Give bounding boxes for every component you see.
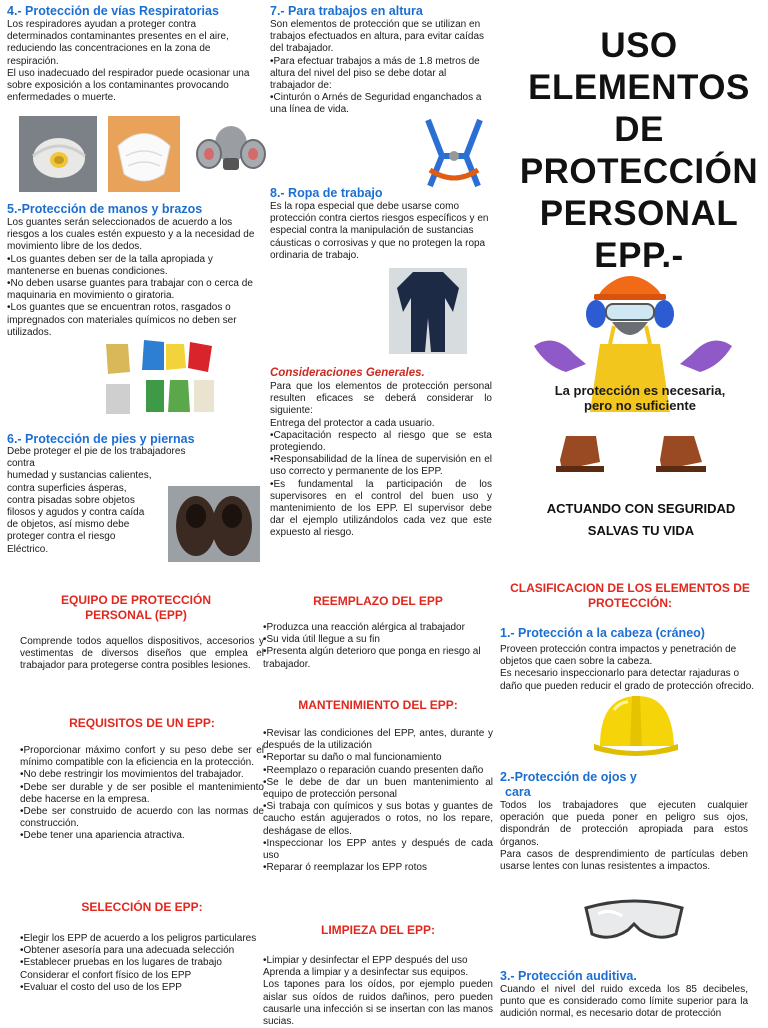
requirements-text: •Proporcionar máximo confort y su peso debe ser el mínimo compatible con la eficiencia en la protección. •No debe restringir los movimientos del trabajador. •Debe ser durable y de ser posible el mantenimiento debe hacerse en la empresa. •Debe ser construido de acuerdo con las normas de construcción. •Debe tener una apariencia atractiva. bbox=[20, 745, 264, 842]
height-title: 7.- Para trabajos en altura bbox=[270, 4, 423, 18]
respiratory-text: Los respiradores ayudan a proteger contra determinados contaminantes presentes en el aire, reduciendo las concentraciones en la zona de respiración. El uso inadecuado del respirador puede ocasionar una sobre exposición a los contaminantes provocando enfermedades o muerte. bbox=[7, 19, 250, 104]
harness-image bbox=[412, 116, 496, 190]
replacement-text: •Produzca una reacción alérgica al trabajador •Su vida útil llegue a su fin •Presenta algún deterioro que ponga en riesgo al trabajador. bbox=[263, 622, 481, 670]
general-considerations-title: Consideraciones Generales. bbox=[270, 367, 425, 379]
head-protection-text: Proveen protección contra impactos y penetración de objetos que caen sobre la cabeza. Es necesario inspeccionarlo para detectar rajaduras o daño que pueden reducir el grado de protección ofrecido. bbox=[500, 644, 755, 692]
hands-title: 5.-Protección de manos y brazos bbox=[7, 202, 203, 216]
requirements-title: REQUISITOS DE UN EPP: bbox=[69, 716, 215, 730]
hands-text: Los guantes serán seleccionados de acuerdo a los riesgos a los cuales estén expuesto y a la necesidad de movimiento libre de los dedos. •Los guantes deben ser de la talla apropiada y mantenerse en buenas condiciones. •No deben usarse guantes para trabajar con o cerca de maquinaria en movimiento o giratoria. •Los guantes que se encuentran rotos, rasgados o impregnados con materiales químicos no deben ser utilizados. bbox=[7, 217, 255, 338]
ear-protection-text: Cuando el nivel del ruido exceda los 85 decibeles, punto que es considerado como límite superior para la audición normal, es necesario dotar de protección bbox=[500, 984, 748, 1020]
main-title-line-2: ELEMENTOS bbox=[528, 68, 750, 107]
banner-caption-line-1: La protección es necesaria, bbox=[554, 383, 726, 398]
cleaning-title: LIMPIEZA DEL EPP: bbox=[320, 923, 435, 937]
classification-title: CLASIFICACION DE LOS ELEMENTOS DE PROTECCIÓN: bbox=[510, 581, 750, 610]
gloves-image bbox=[102, 338, 220, 418]
general-considerations-text: Para que los elementos de protección personal resulten eficaces se deberá considerar lo siguiente: Entrega del protector a cada usuario. •Capacitación respecto al riesgo que se esta protegiendo. •Responsabilidad de la línea de supervisión en el uso correcto y permanente de los EPP. •Es fundamental la participación de los supervisores en el control del buen uso y mantenimiento de los EPP. El supervisor debe dar el ejemplo utilizándolos cada vez que este expuesto al riesgo. bbox=[270, 381, 492, 539]
height-text: Son elementos de protección que se utilizan en trabajos efectuados en altura, para evitar caídas del trabajador. •Para efectuar trabajos a más de 1.8 metros de altura del nivel del piso se debe dotar al trabajador de: •Cinturón o Arnés de Seguridad enganchados a una línea de vida. bbox=[270, 19, 485, 116]
main-title-line-3: DE bbox=[614, 110, 664, 149]
clothes-title: 8.- Ropa de trabajo bbox=[270, 186, 383, 200]
banner-caption-line-2: pero no suficiente bbox=[584, 398, 696, 413]
work-clothes-image bbox=[389, 268, 467, 354]
main-title-line-4: PROTECCIÓN bbox=[519, 152, 759, 191]
ppe-cartoon-illustration bbox=[526, 262, 740, 478]
maintenance-text: •Revisar las condiciones del EPP, antes, durante y después de la utilización •Reportar su daño o mal funcionamiento •Reemplazo o reparación cuando presenten daño •Se le debe de dar un buen mantenimiento al equipo de protección personal •Si trabaja con químicos y sus botas y guantes de caucho están agujerados o rotos, no los repare, deshágase de ellos. •Inspeccionar los EPP antes y después de cada uso •Reparar ó reemplazar los EPP rotos bbox=[263, 728, 493, 874]
eyes-title-line-2: cara bbox=[505, 785, 531, 799]
safety-glasses-image bbox=[580, 890, 688, 950]
ear-protection-title: 3.- Protección auditiva. bbox=[500, 969, 637, 983]
epp-text: Comprende todos aquellos dispositivos, accesorios y vestimentas de diversos diseños que emplea el trabajador para protegerse contra posibles lesiones. bbox=[20, 636, 264, 672]
slogan-line-1: ACTUANDO CON SEGURIDAD bbox=[546, 501, 736, 516]
main-title bbox=[516, 25, 762, 277]
feet-title: 6.- Protección de pies y piernas bbox=[7, 432, 195, 446]
epp-title: EQUIPO DE PROTECCIÓN PERSONAL (EPP) bbox=[60, 593, 212, 622]
respirator-mask-image-3 bbox=[195, 118, 267, 178]
respirator-mask-image-1 bbox=[19, 116, 97, 192]
main-title-line-1: USO bbox=[600, 26, 678, 65]
feet-text: Debe proteger el pie de los trabajadores contra humedad y sustancias calientes, contra superficies ásperas, contra pisadas sobre objetos filosos y agudos y contra caída de objetos, así mismo debe proteger contra el riesgo Eléctrico. bbox=[7, 446, 186, 555]
replacement-title: REEMPLAZO DEL EPP bbox=[313, 594, 443, 608]
safety-shoes-image bbox=[168, 486, 260, 562]
selection-text: •Elegir los EPP de acuerdo a los peligros particulares •Obtener asesoría para una adecuada selección •Establecer pruebas en los lugares de trabajo Considerar el confort físico de los EPP •Evaluar el costo del uso de los EPP bbox=[20, 933, 257, 993]
clothes-text: Es la ropa especial que debe usarse como protección contra ciertos riesgos específicos y en especial contra la manipulación de sustancias cáusticas o corrosivas y que no protegen la ropa ordinaria de trabajo. bbox=[270, 201, 489, 261]
head-protection-title: 1.- Protección a la cabeza (cráneo) bbox=[500, 626, 705, 640]
main-title-line-5: PERSONAL bbox=[539, 194, 739, 233]
respirator-mask-image-2 bbox=[108, 116, 180, 192]
respiratory-title: 4.- Protección de vías Respiratorias bbox=[7, 4, 219, 18]
eyes-title-line-1: 2.-Protección de ojos y bbox=[500, 770, 637, 784]
eyes-protection-text: Todos los trabajadores que ejecuten cualquier operación que pueda poner en peligro sus ojos, dispondrán de protección apropiada para estos órganos. Para casos de desprendimiento de partículas deben usarse lentes con lunas resistentes a impactos. bbox=[500, 800, 748, 873]
hard-hat-image bbox=[590, 690, 680, 760]
maintenance-title: MANTENIMIENTO DEL EPP: bbox=[298, 698, 458, 712]
selection-title: SELECCIÓN DE EPP: bbox=[81, 900, 203, 914]
cleaning-text: •Limpiar y desinfectar el EPP después del uso Aprenda a limpiar y a desinfectar sus equipos. Los tapones para los oídos, por ejemplo pueden aislar sus oídos de ruidos dañinos, pero pueden causarle una infección si se insertan con las manos sucias. bbox=[263, 955, 493, 1028]
slogan-line-2: SALVAS TU VIDA bbox=[587, 523, 695, 538]
main-title-line-6: EPP.- bbox=[594, 236, 684, 275]
